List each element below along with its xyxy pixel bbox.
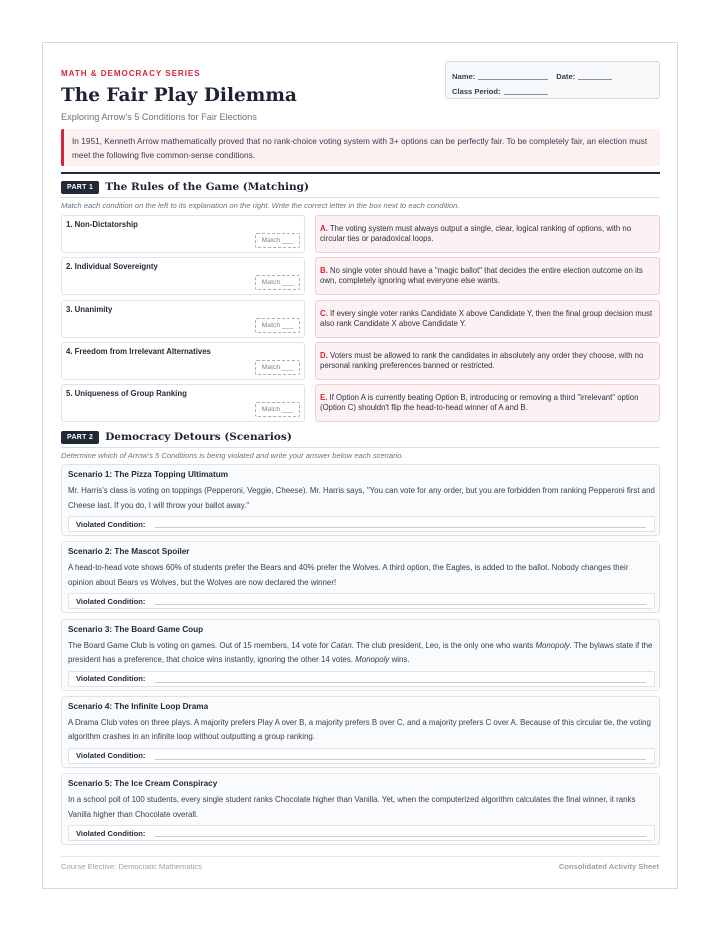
name-field[interactable] bbox=[478, 72, 548, 80]
explanation-text: No single voter should have a "magic ballot" that decides the entire election outcome on its own, completely ignoring what everyone else wants. bbox=[320, 266, 643, 286]
answer-box bbox=[68, 593, 655, 609]
explanation-card bbox=[315, 257, 660, 295]
scenario-text-segment: The Board Game Club is voting on games. Out of 15 members, 14 vote for bbox=[68, 640, 331, 650]
violated-condition-label: Violated Condition: bbox=[76, 674, 146, 684]
part1-divider bbox=[61, 197, 660, 198]
page-title: The Fair Play Dilemma bbox=[61, 85, 297, 106]
part1-instructions: Match each condition on the left to its explanation on the right. Write the correct letter in the box next to each condition. bbox=[61, 201, 460, 210]
explanation-card bbox=[315, 342, 660, 380]
explanation-letter: D. bbox=[320, 350, 328, 360]
explanation-text: If every single voter ranks Candidate X above Candidate Y, then the final group decision must also rank Candidate X above Candidate Y. bbox=[320, 308, 653, 328]
condition-card bbox=[61, 215, 305, 253]
answer-box bbox=[68, 748, 655, 764]
violated-condition-label: Violated Condition: bbox=[76, 828, 146, 838]
violated-condition-label: Violated Condition: bbox=[76, 751, 146, 761]
violated-condition-input[interactable] bbox=[155, 675, 646, 683]
violated-condition-input[interactable] bbox=[155, 752, 646, 760]
scenario-text bbox=[68, 793, 656, 822]
scenario-title: Scenario 3: The Board Game Coup bbox=[68, 624, 204, 634]
condition-label: 2. Individual Sovereignty bbox=[66, 262, 158, 272]
scenario-text-segment: In a school poll of 100 students, every single student ranks Chocolate higher than Vanilla. Yet, when the computerized algorithm calculates the final winner, it ranks Vanilla higher than Chocolate overall. bbox=[68, 795, 636, 819]
part2-divider bbox=[61, 447, 660, 448]
explanation-text: If Option A is currently beating Option B, introducing or removing a third "irrelevant" option (Option C) shouldn't flip the head-to-head winner of A and B. bbox=[320, 393, 639, 413]
scenario-title: Scenario 1: The Pizza Topping Ultimatum bbox=[68, 470, 228, 479]
part1-badge: PART 1 bbox=[61, 181, 99, 194]
scenario-text-segment: wins. bbox=[389, 655, 410, 665]
match-answer-box[interactable]: Match ___ bbox=[255, 318, 300, 333]
violated-condition-label: Violated Condition: bbox=[76, 596, 146, 606]
explanation-letter: E. bbox=[320, 393, 328, 403]
violated-condition-input[interactable] bbox=[155, 829, 646, 837]
header-divider bbox=[61, 172, 660, 174]
explanation-card bbox=[315, 215, 660, 253]
scenario-card bbox=[61, 773, 660, 845]
condition-card bbox=[61, 384, 305, 422]
footer-course: Course Elective: Democratic Mathematics bbox=[61, 862, 202, 871]
scenario-text bbox=[68, 484, 656, 513]
explanation-card bbox=[315, 384, 660, 422]
scenario-text bbox=[68, 716, 656, 745]
explanation-card bbox=[315, 300, 660, 338]
scenario-card bbox=[61, 619, 660, 691]
condition-label: 5. Uniqueness of Group Ranking bbox=[66, 389, 187, 399]
scenario-title: Scenario 4: The Infinite Loop Drama bbox=[68, 701, 209, 711]
intro-callout: In 1951, Kenneth Arrow mathematically proved that no rank-choice voting system with 3+ options can be perfectly fair. To be completely fair, an election must meet the following five common-sense conditions. bbox=[61, 129, 660, 166]
name-label: Name: bbox=[452, 72, 476, 81]
explanation-text: Voters must be allowed to rank the candidates in absolutely any order they choose, with no personal ranking preferences banned or restricted. bbox=[320, 350, 644, 370]
condition-label: 4. Freedom from Irrelevant Alternatives bbox=[66, 346, 211, 356]
scenario-text-segment: . The bylaws state if the president has a preference, that choice wins instantly, ignoring the other 14 votes. bbox=[68, 640, 653, 665]
answer-box bbox=[68, 825, 655, 841]
scenario-text bbox=[68, 639, 656, 668]
explanation-letter: A. bbox=[320, 224, 328, 233]
violated-condition-label: Violated Condition: bbox=[76, 519, 146, 529]
worksheet-page bbox=[42, 42, 678, 889]
scenario-text-segment: Mr. Harris's class is voting on toppings (Pepperoni, Veggie, Cheese). Mr. Harris says, "You can vote for any order, but you are forbidden from ranking Pepperoni first and Cheese last. If you do, I will throw your ballot away." bbox=[68, 486, 655, 510]
answer-box bbox=[68, 516, 655, 532]
scenario-card bbox=[61, 464, 660, 536]
part2-heading bbox=[61, 429, 292, 445]
explanation-letter: C. bbox=[320, 308, 328, 318]
scenario-text-italic: Monopoly bbox=[535, 640, 570, 650]
scenario-card bbox=[61, 541, 660, 613]
condition-label: 3. Unanimity bbox=[66, 304, 113, 314]
answer-box bbox=[68, 671, 655, 687]
match-answer-box[interactable]: Match ___ bbox=[255, 402, 300, 417]
part2-title: Democracy Detours (Scenarios) bbox=[105, 431, 292, 443]
footer-sheet-label: Consolidated Activity Sheet bbox=[558, 862, 659, 871]
part1-title: The Rules of the Game (Matching) bbox=[105, 181, 309, 193]
scenario-text-segment: A head-to-head vote shows 60% of students prefer the Bears and 40% prefer the Wolves. A third option, the Eagles, is added to the ballot. Nobody changes their opinion about Bears vs Wolves, but the Wolves are now declared the winner! bbox=[68, 563, 629, 587]
match-answer-box[interactable]: Match ___ bbox=[255, 275, 300, 290]
condition-card bbox=[61, 300, 305, 338]
condition-card bbox=[61, 257, 305, 295]
part2-badge: PART 2 bbox=[61, 431, 99, 444]
condition-label: 1. Non-Dictatorship bbox=[66, 220, 138, 229]
scenario-card bbox=[61, 696, 660, 768]
scenario-text-italic: Catan bbox=[330, 640, 352, 650]
scenario-text bbox=[68, 561, 656, 590]
scenario-text-segment: A Drama Club votes on three plays. A majority prefers Play A over B, a majority prefers B over C, and a majority prefers C over A. Because of this circular tie, the voting algorithm crashes in an infinite loop without outputting a group ranking. bbox=[68, 717, 651, 742]
date-label: Date: bbox=[556, 72, 576, 81]
condition-card bbox=[61, 342, 305, 380]
class-period-label: Class Period: bbox=[452, 87, 501, 96]
violated-condition-input[interactable] bbox=[155, 597, 646, 605]
part2-instructions: Determine which of Arrow's 5 Conditions is being violated and write your answer below each scenario. bbox=[61, 451, 404, 460]
scenario-title: Scenario 2: The Mascot Spoiler bbox=[68, 547, 190, 557]
series-label: MATH & DEMOCRACY SERIES bbox=[61, 69, 201, 78]
page-subtitle: Exploring Arrow's 5 Conditions for Fair Elections bbox=[61, 112, 257, 122]
match-answer-box[interactable]: Match ___ bbox=[255, 233, 300, 248]
scenario-title: Scenario 5: The Ice Cream Conspiracy bbox=[68, 779, 218, 789]
scenario-text-italic: Monopoly bbox=[355, 655, 390, 665]
violated-condition-input[interactable] bbox=[155, 520, 646, 528]
student-info-box bbox=[445, 61, 660, 99]
date-field[interactable] bbox=[578, 72, 612, 80]
explanation-letter: B. bbox=[320, 266, 328, 276]
scenario-text-segment: . The club president, Leo, is the only one who wants bbox=[351, 640, 536, 650]
class-period-field[interactable] bbox=[504, 87, 548, 95]
explanation-text: The voting system must always output a single, clear, logical ranking of options, with no circular ties or paradoxical loops. bbox=[320, 224, 632, 243]
part1-heading bbox=[61, 179, 309, 195]
match-answer-box[interactable]: Match ___ bbox=[255, 360, 300, 375]
footer-divider bbox=[61, 856, 660, 857]
